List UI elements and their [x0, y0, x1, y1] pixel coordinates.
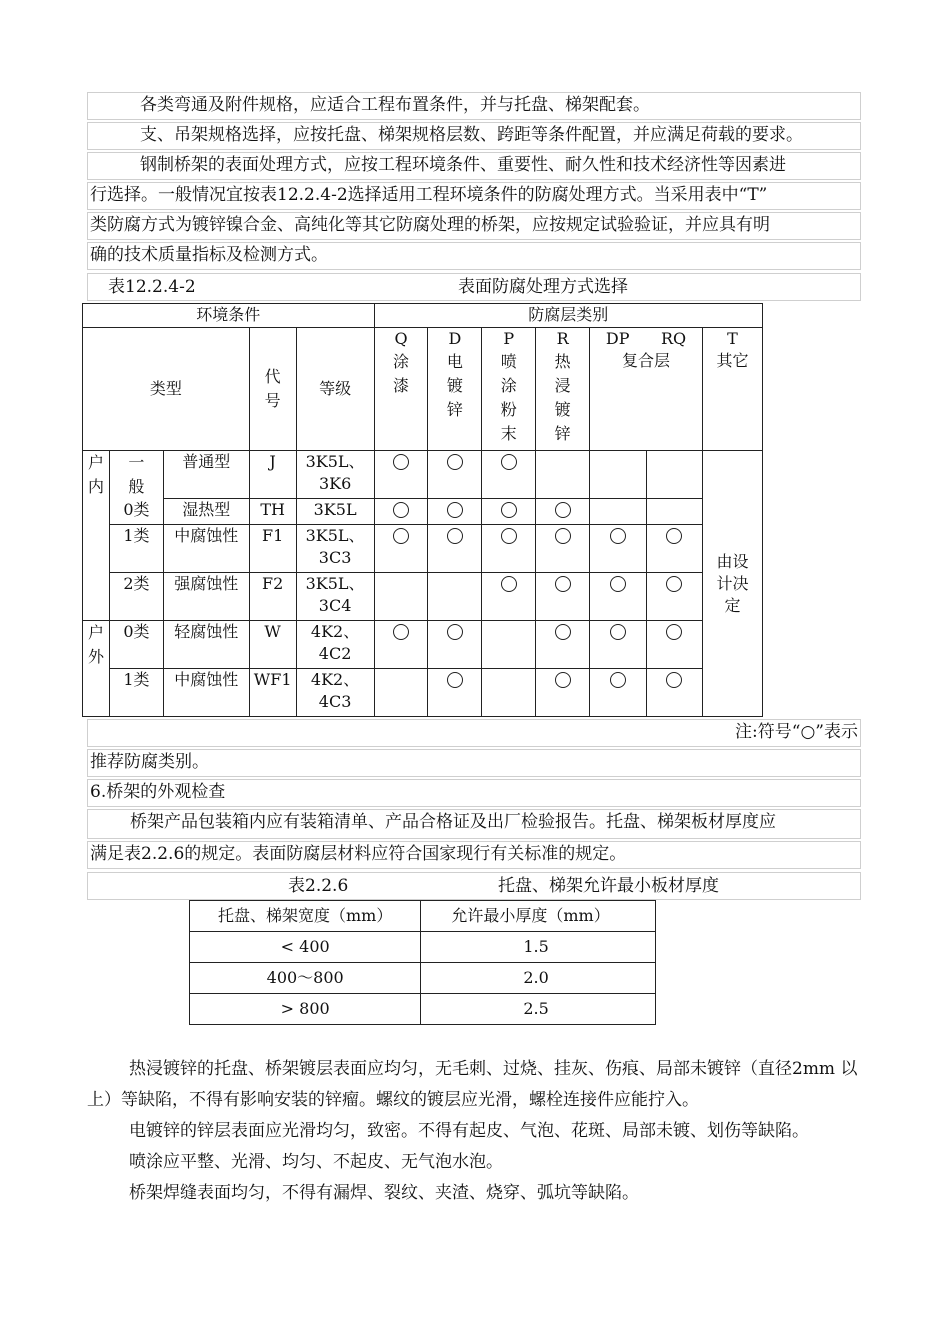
recommended-mark-icon	[666, 528, 682, 544]
mark-cell	[647, 525, 703, 573]
type-cell: 中腐蚀性	[163, 669, 249, 717]
mark-cell	[482, 573, 536, 621]
mark-cell	[374, 499, 428, 525]
recommended-mark-icon	[555, 576, 571, 592]
mark-cell	[536, 621, 590, 669]
col-rq: RQ	[660, 329, 687, 348]
recommended-mark-icon	[666, 624, 682, 640]
code-cell: J	[249, 451, 296, 499]
type-cell: 湿热型	[163, 499, 249, 525]
note-line-2: 推荐防腐类别。	[87, 749, 861, 777]
general-text: 一般	[128, 453, 145, 496]
mark-cell	[428, 621, 482, 669]
mark-cell	[428, 499, 482, 525]
mark-cell	[482, 499, 536, 525]
col-t-letter: T	[727, 329, 738, 348]
mark-cell	[647, 621, 703, 669]
recommended-mark-icon	[555, 528, 571, 544]
col-composite	[590, 328, 703, 451]
recommended-mark-icon	[393, 528, 409, 544]
outdoor-text: 户外	[87, 623, 104, 666]
col-d	[428, 328, 482, 451]
dp-rq	[590, 328, 702, 350]
thickness-table	[189, 900, 656, 1025]
recommended-mark-icon	[447, 502, 463, 518]
mark-cell	[536, 451, 590, 499]
t2-width: 400～800	[190, 963, 421, 994]
col-r-letter: R	[556, 329, 569, 348]
code-cell: W	[249, 621, 296, 669]
col-d-name: 电镀锌	[446, 352, 463, 419]
intro-line-6: 确的技术质量指标及检测方式。	[87, 242, 861, 270]
indoor-text: 户内	[87, 453, 104, 496]
recommended-mark-icon	[447, 528, 463, 544]
type-cell: 强腐蚀性	[163, 573, 249, 621]
general-label	[109, 451, 163, 525]
code-cell: F1	[249, 525, 296, 573]
env-header: 环境条件	[83, 304, 375, 328]
col-q	[374, 328, 428, 451]
mark-cell	[482, 621, 536, 669]
section-line-2: 满足表2.2.6的规定。表面防腐层材料应符合国家现行有关标准的规定。	[87, 841, 861, 869]
code-cell: WF1	[249, 669, 296, 717]
intro-line-4: 行选择。一般情况宜按表12.2.4-2选择适用工程环境条件的防腐处理方式。当采用表中“T”	[87, 182, 861, 210]
code-cell: TH	[249, 499, 296, 525]
mark-cell	[647, 573, 703, 621]
class-0: 0类	[123, 500, 150, 519]
body-para-1: 热浸镀锌的托盘、桥架镀层表面应均匀，无毛刺、过烧、挂灰、伤痕、局部未镀锌（直径2mm 以上）等缺陷，不得有影响安装的锌瘤。螺纹的镀层应光滑，螺栓连接件应能拧入。	[87, 1059, 858, 1110]
mark-cell	[536, 525, 590, 573]
intro-line-1: 各类弯通及附件规格，应适合工程布置条件，并与托盘、梯架配套。	[87, 92, 861, 120]
col-p-letter: P	[503, 329, 515, 348]
t2-thick: 1.5	[421, 932, 656, 963]
recommended-mark-icon	[666, 576, 682, 592]
mark-cell	[536, 669, 590, 717]
body-para-2: 电镀锌的锌层表面应光滑均匀，致密。不得有起皮、气泡、花斑、局部未镀、划伤等缺陷。	[129, 1121, 809, 1141]
mark-cell	[590, 451, 647, 499]
coat-header: 防腐层类别	[374, 304, 762, 328]
col-q-name: 涂漆	[392, 352, 409, 395]
mark-cell	[590, 573, 647, 621]
recommended-mark-icon	[666, 672, 682, 688]
t2-width: < 400	[190, 932, 421, 963]
col-p-name: 喷涂粉末	[500, 352, 517, 443]
mark-cell	[590, 499, 647, 525]
mark-cell	[374, 525, 428, 573]
recommended-mark-icon	[555, 624, 571, 640]
table2-number: 表2.2.6	[288, 876, 349, 896]
col-p	[482, 328, 536, 451]
recommended-mark-icon	[610, 576, 626, 592]
t-note: 由设计决定	[716, 551, 749, 615]
t2-col-thick: 允许最小厚度（mm）	[421, 901, 656, 932]
mark-cell	[428, 525, 482, 573]
type-cell: 普通型	[163, 451, 249, 499]
table1-title: 表面防腐处理方式选择	[458, 277, 628, 297]
recommended-mark-icon	[447, 624, 463, 640]
grade-cell: 3K5L、3C4	[296, 573, 374, 621]
col-dp: DP	[605, 329, 630, 348]
class-cell: 2类	[109, 573, 163, 621]
table2-title: 托盘、梯架允许最小板材厚度	[498, 876, 719, 896]
grade-cell: 3K5L、3C3	[296, 525, 374, 573]
mark-cell	[374, 621, 428, 669]
intro-line-3: 钢制桥架的表面处理方式，应按工程环境条件、重要性、耐久性和技术经济性等因素进	[87, 152, 861, 180]
mark-cell	[428, 669, 482, 717]
recommended-mark-icon	[610, 528, 626, 544]
indoor-label	[83, 451, 110, 621]
col-d-letter: D	[448, 329, 462, 348]
t2-col-width: 托盘、梯架宽度（mm）	[190, 901, 421, 932]
recommended-mark-icon	[610, 672, 626, 688]
mark-cell	[536, 499, 590, 525]
mark-cell	[647, 669, 703, 717]
corrosion-table	[82, 303, 763, 717]
t2-thick: 2.0	[421, 963, 656, 994]
section-line-1: 桥架产品包装箱内应有装箱清单、产品合格证及出厂检验报告。托盘、梯架板材厚度应	[87, 809, 861, 839]
col-q-letter: Q	[394, 329, 408, 348]
class-cell: 1类	[109, 525, 163, 573]
mark-cell	[647, 499, 703, 525]
recommended-mark-icon	[555, 502, 571, 518]
mark-cell	[482, 451, 536, 499]
table1-number: 表12.2.4-2	[108, 277, 196, 297]
grade-cell: 3K5L	[296, 499, 374, 525]
grade-cell: 4K2、4C2	[296, 621, 374, 669]
mark-cell	[374, 669, 428, 717]
mark-cell	[374, 451, 428, 499]
composite-label: 复合层	[622, 351, 671, 370]
body-para-3: 喷涂应平整、光滑、均匀、不起皮、无气泡水泡。	[129, 1152, 503, 1172]
col-r	[536, 328, 590, 451]
col-t	[702, 328, 762, 451]
table1-caption	[87, 273, 861, 301]
intro-line-5: 类防腐方式为镀锌镍合金、高纯化等其它防腐处理的桥架，应按规定试验验证，并应具有明	[87, 212, 861, 240]
mark-cell	[428, 573, 482, 621]
mark-cell	[590, 669, 647, 717]
mark-cell	[647, 451, 703, 499]
code-cell: F2	[249, 573, 296, 621]
table2-caption	[87, 872, 861, 900]
col-r-name: 热浸镀锌	[554, 352, 571, 443]
mark-cell	[428, 451, 482, 499]
body-para-4: 桥架焊缝表面均匀，不得有漏焊、裂纹、夹渣、烧穿、弧坑等缺陷。	[129, 1183, 639, 1203]
mark-cell	[590, 525, 647, 573]
outdoor-label	[83, 621, 110, 717]
col-code-text: 代号	[264, 367, 281, 410]
recommended-mark-icon	[393, 502, 409, 518]
recommended-mark-icon	[447, 454, 463, 470]
recommended-mark-icon	[501, 454, 517, 470]
note-line-1: 注:符号“○”表示	[87, 719, 861, 747]
recommended-mark-icon	[501, 576, 517, 592]
mark-cell	[374, 573, 428, 621]
recommended-mark-icon	[393, 624, 409, 640]
section-title: 6.桥架的外观检查	[87, 779, 861, 807]
recommended-mark-icon	[447, 672, 463, 688]
recommended-mark-icon	[393, 454, 409, 470]
recommended-mark-icon	[610, 624, 626, 640]
grade-cell: 3K5L、3K6	[296, 451, 374, 499]
col-code	[249, 328, 296, 451]
class-cell: 1类	[109, 669, 163, 717]
mark-cell	[536, 573, 590, 621]
grade-cell: 4K2、4C3	[296, 669, 374, 717]
mark-cell	[482, 669, 536, 717]
t2-thick: 2.5	[421, 994, 656, 1025]
type-cell: 轻腐蚀性	[163, 621, 249, 669]
t2-width: > 800	[190, 994, 421, 1025]
class-cell: 0类	[109, 621, 163, 669]
col-type: 类型	[83, 328, 250, 451]
mark-cell	[482, 525, 536, 573]
col-t-name: 其它	[716, 351, 749, 370]
intro-line-2: 支、吊架规格选择，应按托盘、梯架规格层数、跨距等条件配置，并应满足荷载的要求。	[87, 122, 861, 150]
mark-cell	[590, 621, 647, 669]
t-note-cell	[702, 451, 762, 717]
recommended-mark-icon	[501, 528, 517, 544]
col-grade: 等级	[296, 328, 374, 451]
body-text	[87, 1054, 861, 1209]
type-cell: 中腐蚀性	[163, 525, 249, 573]
recommended-mark-icon	[555, 672, 571, 688]
recommended-mark-icon	[501, 502, 517, 518]
